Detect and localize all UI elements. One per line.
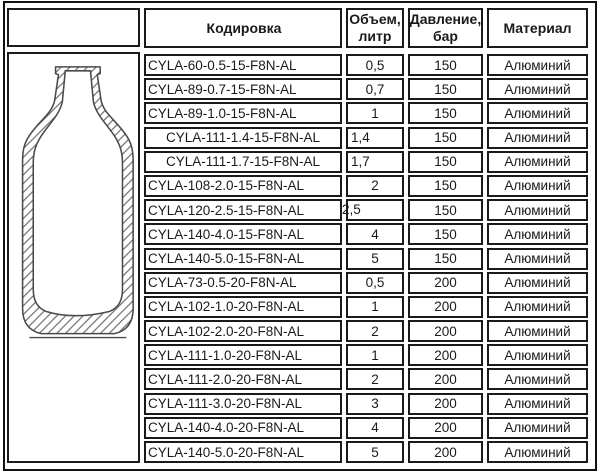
cylinder-cross-section-drawing: [9, 54, 138, 461]
volume-cell: 4: [346, 417, 404, 439]
pressure-cell: 200: [408, 393, 483, 415]
volume-cell: 5: [346, 441, 404, 463]
pressure-cell: 150: [408, 223, 483, 245]
material-cell: Алюминий: [487, 102, 588, 124]
code-cell: CYLA-111-3.0-20-F8N-AL: [144, 393, 342, 415]
table-row: [144, 393, 588, 415]
table-row: [144, 320, 588, 342]
pressure-cell: 200: [408, 296, 483, 318]
volume-cell: 5: [346, 248, 404, 270]
table-row: [144, 78, 588, 100]
table-row: [144, 368, 588, 390]
material-cell: Алюминий: [487, 175, 588, 197]
material-cell: Алюминий: [487, 199, 588, 221]
code-cell: CYLA-120-2.5-15-F8N-AL: [144, 199, 342, 221]
material-cell: Алюминий: [487, 393, 588, 415]
pressure-cell: 150: [408, 78, 483, 100]
volume-cell: 0,5: [346, 272, 404, 294]
material-cell: Алюминий: [487, 296, 588, 318]
volume-cell: 0,5: [346, 54, 404, 76]
table-row: [144, 248, 588, 270]
pressure-cell: 150: [408, 102, 483, 124]
pressure-cell: 200: [408, 344, 483, 366]
pressure-cell: 150: [408, 175, 483, 197]
table-row: [144, 102, 588, 124]
table-row: [144, 296, 588, 318]
drawing-header-spacer-cell: [7, 8, 140, 47]
volume-cell: 1: [346, 102, 404, 124]
code-cell: CYLA-140-4.0-15-F8N-AL: [144, 223, 342, 245]
volume-cell: 1,4: [346, 127, 404, 149]
material-cell: Алюминий: [487, 368, 588, 390]
material-cell: Алюминий: [487, 417, 588, 439]
pressure-cell: 200: [408, 417, 483, 439]
pressure-cell: 150: [408, 151, 483, 173]
material-cell: Алюминий: [487, 272, 588, 294]
volume-cell: 2: [346, 320, 404, 342]
material-cell: Алюминий: [487, 344, 588, 366]
material-cell: Алюминий: [487, 223, 588, 245]
code-cell: CYLA-140-4.0-20-F8N-AL: [144, 417, 342, 439]
volume-cell: 3: [346, 393, 404, 415]
code-cell: CYLA-140-5.0-15-F8N-AL: [144, 248, 342, 270]
material-cell: Алюминий: [487, 151, 588, 173]
code-cell: CYLA-89-0.7-15-F8N-AL: [144, 78, 342, 100]
material-cell: Алюминий: [487, 320, 588, 342]
table-body: [144, 54, 588, 463]
code-cell: CYLA-111-1.7-15-F8N-AL: [144, 151, 342, 173]
table-row: [144, 54, 588, 76]
table-row: [144, 175, 588, 197]
code-cell: CYLA-89-1.0-15-F8N-AL: [144, 102, 342, 124]
pressure-cell: 150: [408, 199, 483, 221]
table-row: [144, 344, 588, 366]
code-cell: CYLA-108-2.0-15-F8N-AL: [144, 175, 342, 197]
code-cell: CYLA-111-2.0-20-F8N-AL: [144, 368, 342, 390]
code-cell: CYLA-60-0.5-15-F8N-AL: [144, 54, 342, 76]
volume-cell: 0,7: [346, 78, 404, 100]
pressure-cell: 200: [408, 441, 483, 463]
material-cell: Алюминий: [487, 127, 588, 149]
table-row: [144, 441, 588, 463]
code-cell: CYLA-140-5.0-20-F8N-AL: [144, 441, 342, 463]
table-row: [144, 223, 588, 245]
table-row: [144, 199, 588, 221]
material-cell: Алюминий: [487, 441, 588, 463]
material-cell: Алюминий: [487, 54, 588, 76]
table-row: [144, 272, 588, 294]
volume-cell: 1,7: [346, 151, 404, 173]
material-cell: Алюминий: [487, 248, 588, 270]
code-cell: CYLA-73-0.5-20-F8N-AL: [144, 272, 342, 294]
volume-cell: 2: [346, 368, 404, 390]
code-cell: CYLA-111-1.4-15-F8N-AL: [144, 127, 342, 149]
header-material: Материал: [487, 8, 588, 48]
header-pressure: Давление, бар: [408, 8, 483, 48]
code-cell: CYLA-111-1.0-20-F8N-AL: [144, 344, 342, 366]
pressure-cell: 150: [408, 54, 483, 76]
header-volume: Объем, литр: [346, 8, 404, 48]
code-cell: CYLA-102-1.0-20-F8N-AL: [144, 296, 342, 318]
pressure-cell: 200: [408, 320, 483, 342]
pressure-cell: 150: [408, 127, 483, 149]
table-row: [144, 127, 588, 149]
table-header-row: [144, 8, 588, 48]
code-cell: CYLA-102-2.0-20-F8N-AL: [144, 320, 342, 342]
material-cell: Алюминий: [487, 78, 588, 100]
volume-cell: 2: [346, 175, 404, 197]
volume-cell: 1: [346, 344, 404, 366]
pressure-cell: 200: [408, 272, 483, 294]
cylinder-drawing-cell: [7, 52, 140, 463]
pressure-cell: 150: [408, 248, 483, 270]
volume-cell: 4: [346, 223, 404, 245]
pressure-cell: 200: [408, 368, 483, 390]
header-code: Кодировка: [144, 8, 342, 48]
volume-cell: 1: [346, 296, 404, 318]
volume-cell: 2,5: [346, 199, 404, 221]
table-row: [144, 417, 588, 439]
table-row: [144, 151, 588, 173]
